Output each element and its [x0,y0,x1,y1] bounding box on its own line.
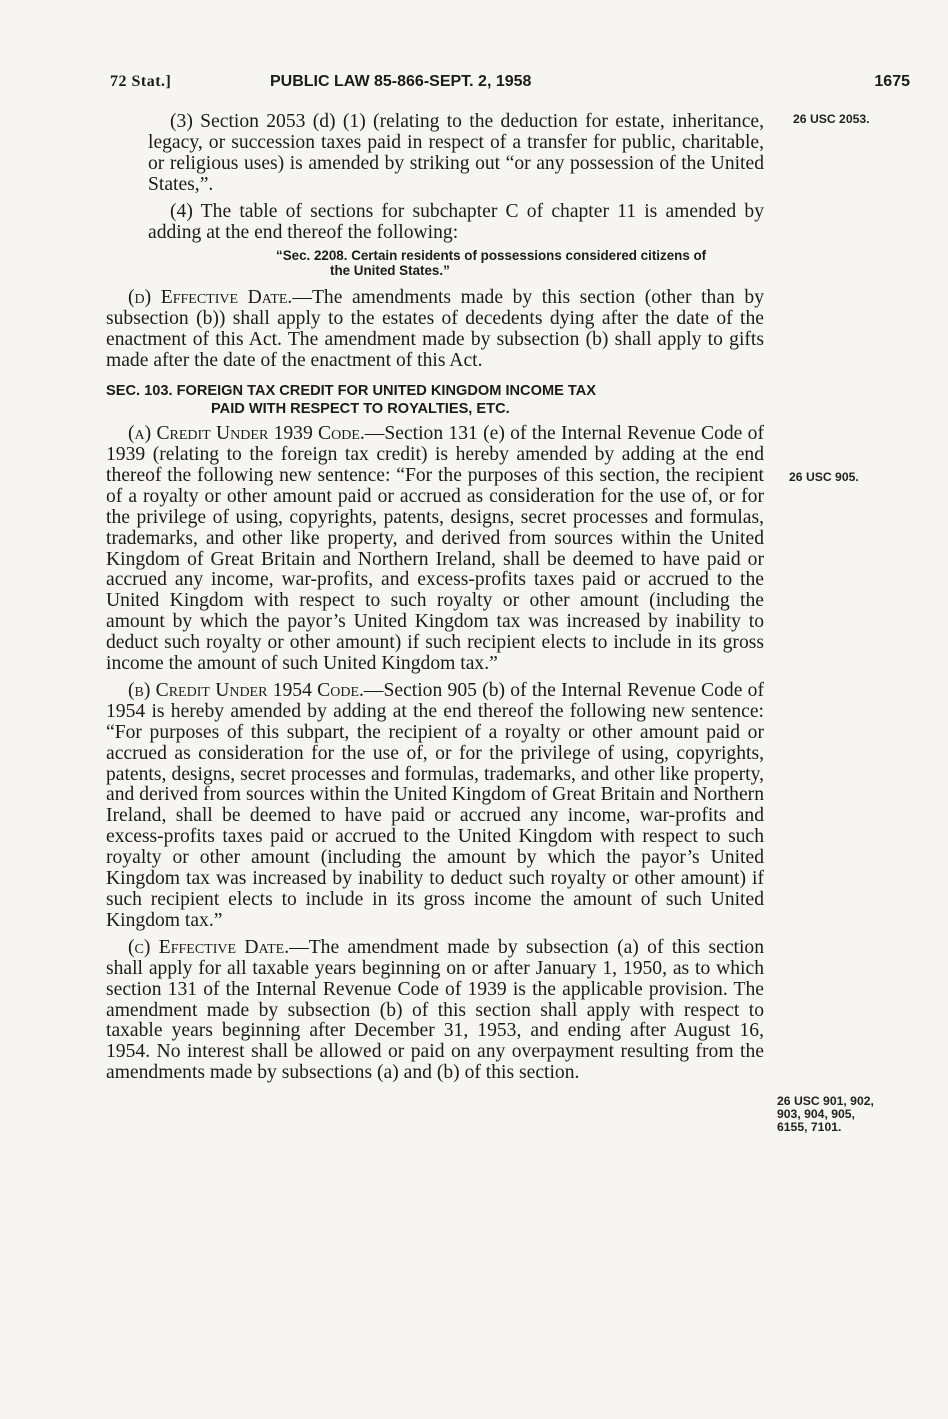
margin-note-line-2: 903, 904, 905, [777,1107,855,1121]
subsection-b-heading: (b) Credit Under 1954 Code. [128,679,364,701]
page-body [106,112,764,1090]
subsection-a-text: —Section 131 (e) of the Internal Revenue Code of 1939 (relating to the foreign tax credit) is hereby amended by adding at the end thereof the following new sentence: “For the purposes of this section, the recipient of a royalty or other amount paid or accrued as consideration for the use of, or for the privilege of using, copyrights, patents, designs, secret processes and formulas, trademarks, and other like property, and derived from sources within the United Kingdom of Great Britain and Northern Ireland, shall be deemed to have paid or accrued any income, war-profits, and excess-profits taxes paid or accrued to the United Kingdom with respect to such royalty or other amount (including the amount by which the payor’s United Kingdom tax was increased by inability to deduct such royalty or other amount) if such recipient elects to include in its gross income the amount of such United Kingdom tax.” [106,423,764,675]
margin-note-26-usc-2053: 26 USC 2053. [793,112,870,126]
subsection-c [106,938,764,1084]
subsection-c-text: —The amendment made by subsection (a) of this section shall apply for all taxable years beginning on or after January 1, 1950, as to which section 131 of the Internal Revenue Code of 1939 is the applicable provision. The amendment made by subsection (b) of this section shall apply with respect to taxable years beginning after December 31, 1953, and ending after August 16, 1954. No interest shall be allowed or paid on any overpayment resulting from the amendments made by subsections (a) and (b) of this section. [106,936,764,1084]
subsection-b [106,681,764,932]
page-number: 1675 [874,73,910,90]
table-entry-line-1: “Sec. 2208. Certain residents of possessions considered citizens of [276,248,707,264]
section-103-heading-line-1: SEC. 103. FOREIGN TAX CREDIT FOR UNITED KINGDOM INCOME TAX [106,383,597,400]
subsection-a-heading: (a) Credit Under 1939 Code. [128,423,365,445]
paragraph-4: (4) The table of sections for subchapter C of chapter 11 is amended by adding at the end thereof the following: [148,200,764,243]
section-103-heading-line-2: PAID WITH RESPECT TO ROYALTIES, ETC. [211,401,510,418]
subsection-d-text: —The amendments made by this section (other than by subsection (b)) shall apply to the estates of decedents dying after the date of the enactment of this Act. The amendment made by subsection (b) shall apply to gifts made after the date of the enactment of this Act. [106,287,764,372]
table-of-sections-entry [106,249,764,278]
subsection-d [106,288,764,372]
section-103-heading [106,382,764,418]
volume-reference: 72 Stat.] [110,73,172,90]
subsection-a [106,424,764,675]
table-entry-line-2: the United States.” [330,262,450,278]
margin-note-26-usc-905: 26 USC 905. [789,470,859,484]
running-header [110,73,910,97]
subsection-d-heading: (d) Effective Date. [128,287,293,309]
margin-note-26-usc-901 [777,1095,874,1134]
subsection-c-heading: (c) Effective Date. [128,936,290,958]
margin-note-line-3: 6155, 7101. [777,1120,842,1134]
paragraph-3: (3) Section 2053 (d) (1) (relating to the deduction for estate, inheritance, legacy, or succession taxes paid in respect of a transfer for public, charitable, or religious uses) is amended by striking out “or any possession of the United States,”. [148,111,764,195]
law-title: PUBLIC LAW 85-866-SEPT. 2, 1958 [270,73,532,90]
subsection-b-text: —Section 905 (b) of the Internal Revenue Code of 1954 is hereby amended by adding at the end thereof the following new sentence: “For purposes of this subpart, the recipient of a royalty or other amount paid or accrued as consideration for the use of, or for the privilege of using, copyrights, patents, designs, secret processes and formulas, trademarks, and other like property, and derived from sources within the United Kingdom of Great Britain and Northern Ireland, shall be deemed to have paid or accrued any income, war-profits and excess-profits taxes paid or accrued to the United Kingdom with respect to such royalty or other amount (including the amount by which the payor’s United Kingdom tax was increased by inability to deduct such royalty or other amount) if such recipient elects to include in its gross income the amount of such United Kingdom tax.” [106,679,764,931]
margin-note-line-1: 26 USC 901, 902, [777,1094,874,1108]
